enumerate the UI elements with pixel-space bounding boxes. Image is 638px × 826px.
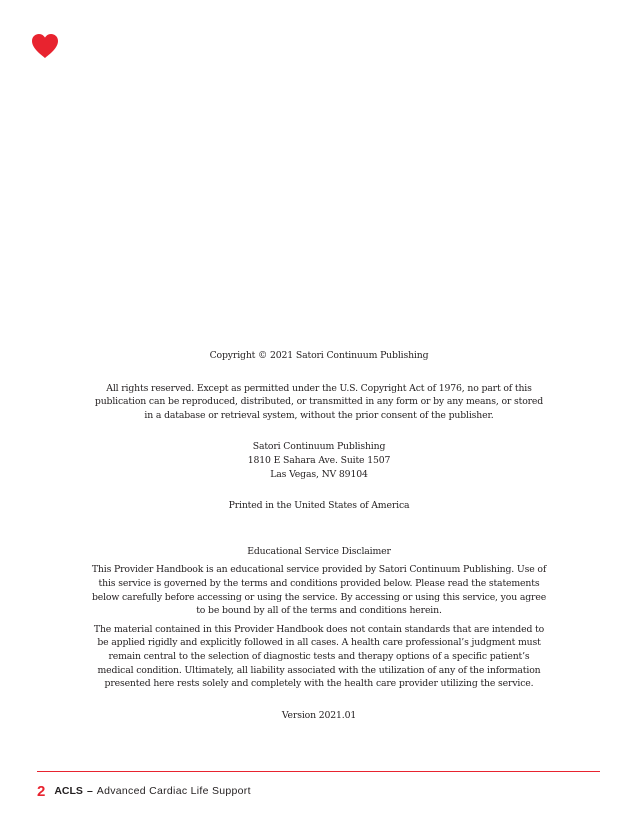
disclaimer-paragraph-2: The material contained in this Provider Handbook does not contain standards that are intended to be applied rigidly and explicitly followed in all cases. A health care professional’s judgment must remain central to the selection of diagnostic tests and therapy options of a specific patient’s medical condition. Ultimately, all liability associated with the utilization of any of the information presented here rests solely and completely with the health care provider utilizing the service. — [93, 623, 545, 690]
footer-separator: – — [86, 785, 93, 797]
publisher-address — [90, 440, 548, 481]
printed-in: Printed in the United States of America — [228, 500, 410, 512]
disclaimer-title: Educational Service Disclaimer — [247, 545, 391, 557]
publisher-street: 1810 E Sahara Ave. Suite 1507 — [247, 454, 391, 466]
rights-statement: All rights reserved. Except as permitted under the U.S. Copyright Act of 1976, no part of this publication can be reproduced, distributed, or transmitted in any form or by any means, or stored in a database or retrieval system, without the prior consent of the publisher. — [94, 382, 544, 421]
footer-divider — [37, 771, 600, 772]
page-number: 2 — [37, 782, 46, 800]
publisher-name: Satori Continuum Publishing — [252, 441, 386, 453]
footer-brand: ACLS — [54, 785, 83, 797]
page-footer — [37, 783, 251, 799]
copyright-notice: Copyright © 2021 Satori Continuum Publishing — [209, 350, 429, 361]
heart-icon — [31, 33, 59, 59]
publisher-city: Las Vegas, NV 89104 — [270, 468, 368, 480]
legal-page-content — [90, 349, 548, 722]
version-label: Version 2021.01 — [281, 709, 357, 721]
footer-subtitle: Advanced Cardiac Life Support — [96, 785, 251, 797]
disclaimer-paragraph-1: This Provider Handbook is an educational service provided by Satori Continuum Publishing. Use of this service is governed by the terms and conditions provided below. Please read the statements below carefully before accessing or using the service. By accessing or using this service, you agree to be bound by all of the terms and conditions herein. — [91, 564, 547, 617]
